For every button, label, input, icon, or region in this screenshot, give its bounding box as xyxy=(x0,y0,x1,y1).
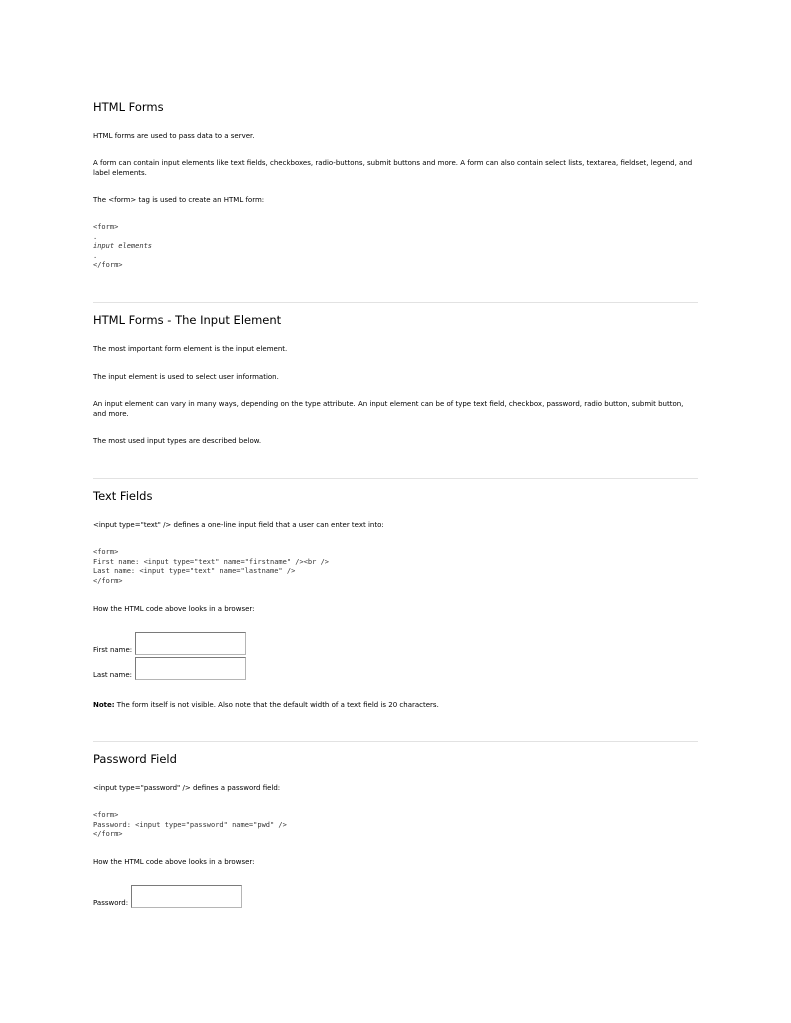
paragraph: <input type="text" /> defines a one-line input field that a user can enter text into: xyxy=(93,521,384,529)
paragraph: How the HTML code above looks in a browser: xyxy=(93,858,255,866)
divider xyxy=(93,741,698,742)
note-label: Note: xyxy=(93,701,115,709)
paragraph: HTML forms are used to pass data to a server. xyxy=(93,132,255,140)
paragraph: The input element is used to select user information. xyxy=(93,373,279,381)
code-block xyxy=(93,223,152,271)
first-name-label: First name: xyxy=(93,646,133,654)
paragraph: An input element can vary in many ways, depending on the type attribute. An input element can be of type text field, checkbox, password, radio button, submit button, and more. xyxy=(93,400,684,418)
paragraph: The most used input types are described below. xyxy=(93,437,262,445)
password-input[interactable] xyxy=(131,885,242,908)
code-block xyxy=(93,811,287,840)
code-block xyxy=(93,548,329,586)
code-line: Last name: <input type="text" name="lastname" /> xyxy=(93,567,296,575)
note-text: The form itself is not visible. Also note that the default width of a text field is 20 characters. xyxy=(114,701,439,709)
code-line: <form> xyxy=(93,811,119,819)
code-line: Password: <input type="password" name="pwd" /> xyxy=(93,820,287,829)
code-line: <form> xyxy=(93,548,119,556)
password-label: Password: xyxy=(93,899,129,907)
last-name-input[interactable] xyxy=(135,657,246,680)
section-title-password-field: Password Field xyxy=(93,752,177,766)
code-line: </form> xyxy=(93,576,123,585)
paragraph: How the HTML code above looks in a browser: xyxy=(93,605,255,613)
divider xyxy=(93,478,698,479)
paragraph: The <form> tag is used to create an HTML form: xyxy=(93,196,265,204)
code-line: <form> xyxy=(93,223,119,231)
code-line: . xyxy=(93,251,98,260)
note-paragraph xyxy=(93,700,439,710)
section-title-text-fields: Text Fields xyxy=(93,489,153,503)
code-line: First name: <input type="text" name="firstname" /><br /> xyxy=(93,557,330,566)
last-name-row xyxy=(93,657,246,680)
code-line: </form> xyxy=(93,830,123,838)
paragraph: A form can contain input elements like text fields, checkboxes, radio-buttons, submit buttons and more. A form can also contain select lists, textarea, fieldset, legend, and label elements. xyxy=(93,159,693,177)
paragraph: <input type="password" /> defines a password field: xyxy=(93,784,281,792)
first-name-input[interactable] xyxy=(135,632,246,655)
divider xyxy=(93,302,698,303)
code-line: </form> xyxy=(93,261,123,269)
first-name-row xyxy=(93,632,246,655)
password-row xyxy=(93,885,242,908)
code-line: . xyxy=(93,232,98,241)
section-title-html-forms: HTML Forms xyxy=(93,100,164,114)
code-line: input elements xyxy=(93,242,153,250)
last-name-label: Last name: xyxy=(93,671,133,679)
section-title-input-element: HTML Forms - The Input Element xyxy=(93,313,282,327)
paragraph: The most important form element is the input element. xyxy=(93,345,288,353)
